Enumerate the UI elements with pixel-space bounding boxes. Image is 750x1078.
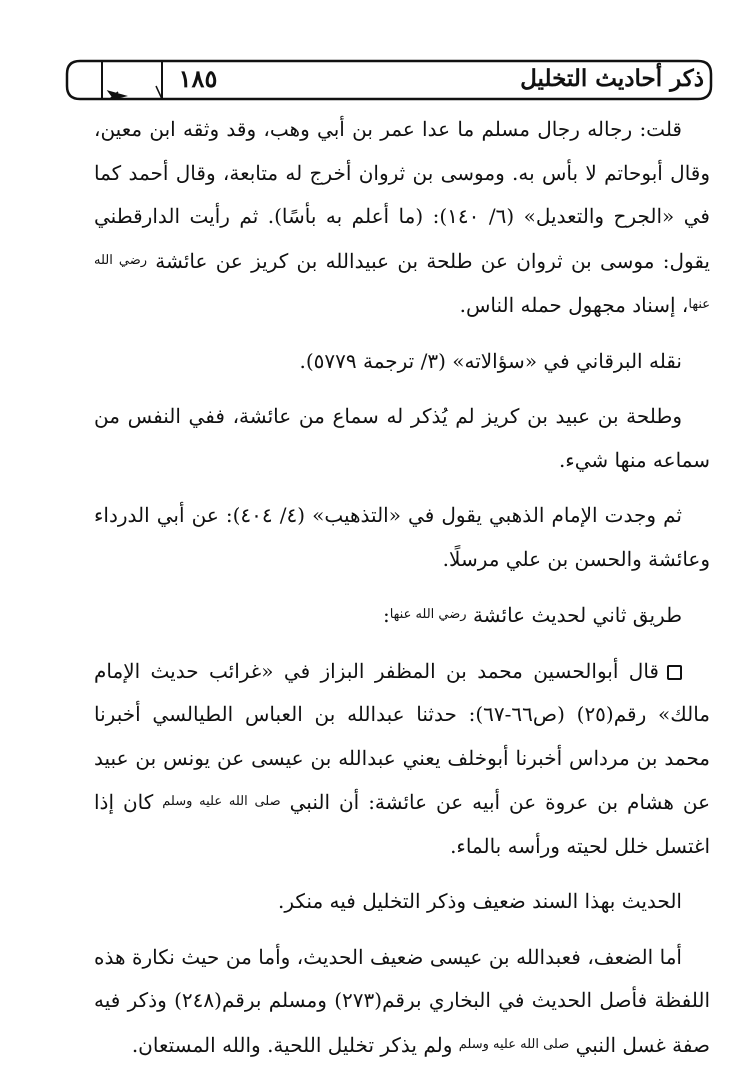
paragraph-text: ثم وجدت الإمام الذهبي يقول في «التذهيب» (٤/ ٤٠٤): عن أبي الدرداء وعائشة والحسن بن علي مرسلًا. bbox=[94, 503, 710, 571]
heading-text: طريق ثاني لحديث عائشة bbox=[472, 603, 682, 627]
paragraph-text: قلت: رجاله رجال مسلم ما عدا عمر بن أبي وهب، وقد وثقه ابن معين، وقال أبوحاتم لا بأس به. وموسى بن ثروان أخرج له متابعة، وقال أحمد كما في «الجرح والتعديل» (٦/ ١٤٠): (ما أعلم به بأسًا). ثم رأيت الدارقطني يقول: موسى بن ثروان عن طلحة بن عبيدالله بن كريز عن عائشة bbox=[94, 117, 711, 273]
paragraph-explanation bbox=[94, 936, 710, 1068]
honorific-mark: رضي الله عنها bbox=[94, 252, 710, 312]
paragraph-dhahabi bbox=[94, 494, 710, 581]
paragraph-tail: ، إسناد مجهول حمله الناس. bbox=[459, 293, 689, 317]
paragraph-talha bbox=[94, 395, 710, 482]
paragraph-text: أما الضعف، فعبدالله بن عيسى ضعيف الحديث، وأما من حيث نكارة هذه اللفظة فأصل الحديث في البخاري برقم(٢٧٣) ومسلم برقم(٢٤٨) وذكر فيه صفة غسل النبي bbox=[94, 944, 710, 1057]
honorific-mark: رضي الله عنها bbox=[389, 607, 467, 622]
body-text bbox=[94, 108, 710, 1067]
paragraph-tail: كان إذا اغتسل خلل لحيته ورأسه بالماء. bbox=[94, 790, 710, 858]
honorific-mark: صلى الله عليه وسلم bbox=[162, 794, 281, 809]
page-number: ١٨٥ bbox=[178, 64, 218, 93]
running-title: ذكر أحاديث التخليل bbox=[520, 65, 704, 92]
paragraph-text: الحديث بهذا السند ضعيف وذكر التخليل فيه منكر. bbox=[277, 889, 682, 913]
section-heading bbox=[94, 593, 710, 638]
heading-tail: : bbox=[382, 603, 390, 627]
honorific-mark: صلى الله عليه وسلم bbox=[458, 1036, 570, 1052]
paragraph-text: قال أبوالحسين محمد بن المظفر البزاز في «غرائب حديث الإمام مالك» رقم(٢٥) (ص٦٦-٦٧): حدثنا عبدالله بن العباس الطيالسي أخبرنا محمد بن مرداس أخبرنا أبوخلف يعني عبدالله بن عيسى عن يونس بن عبيد عن هشام بن عروة عن أبيه عن عائشة: أن النبي bbox=[94, 658, 711, 814]
square-bullet-icon bbox=[667, 665, 682, 680]
running-header bbox=[66, 60, 712, 100]
paragraph-commentary bbox=[94, 108, 710, 328]
paragraph-verdict bbox=[94, 880, 710, 924]
paragraph-text: وطلحة بن عبيد بن كريز لم يُذكر له سماع من عائشة، ففي النفس من سماعه منها شيء. bbox=[94, 404, 710, 472]
paragraph-tail: ولم يذكر تخليل اللحية. والله المستعان. bbox=[131, 1032, 459, 1057]
paragraph-text: نقله البرقاني في «سؤالاته» (٣/ ترجمة ٥٧٧٩). bbox=[299, 348, 682, 373]
paragraph-citation bbox=[94, 340, 710, 384]
paragraph-hadith-chain bbox=[94, 650, 710, 869]
